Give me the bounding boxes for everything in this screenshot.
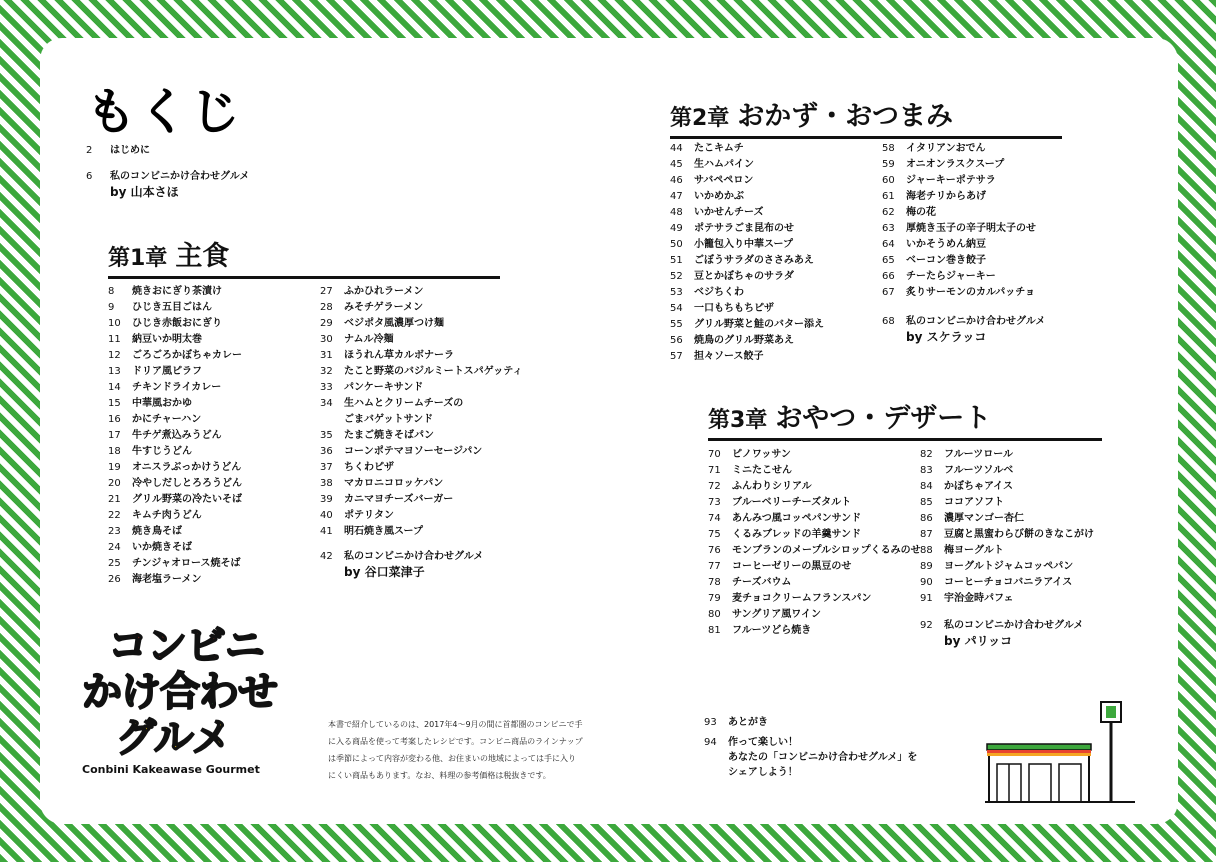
toc-entry[interactable] bbox=[320, 508, 522, 524]
toc-entry[interactable] bbox=[108, 508, 242, 524]
page-number: 86 bbox=[920, 513, 933, 524]
page-number: 39 bbox=[320, 494, 333, 505]
toc-entry-essay-yamamoto[interactable] bbox=[86, 170, 249, 199]
entry-title: たまご焼きそばパン bbox=[344, 430, 434, 441]
entry-title: チーたらジャーキー bbox=[906, 271, 996, 282]
entry-title: 担々ソース餃子 bbox=[694, 351, 764, 362]
toc-entry[interactable] bbox=[670, 333, 824, 349]
entry-title: 私のコンビニかけ合わせグルメ bbox=[944, 620, 1084, 631]
entry-title: 焼き鳥そば bbox=[132, 526, 182, 537]
entry-title: コーンポテマヨソーセージパン bbox=[344, 446, 483, 457]
entry-title: たこと野菜のバジルミートスパゲッティ bbox=[344, 366, 523, 377]
page-number: 18 bbox=[108, 446, 121, 457]
page-number: 61 bbox=[882, 191, 895, 202]
entry-title: フルーツどら焼き bbox=[732, 625, 812, 636]
page-number: 28 bbox=[320, 302, 333, 313]
toc-entry[interactable] bbox=[320, 524, 522, 540]
convenience-store-illustration bbox=[985, 698, 1155, 808]
page-number: 21 bbox=[108, 494, 121, 505]
entry-title: ドリア風ピラフ bbox=[132, 366, 202, 377]
entry-title: 牛すじうどん bbox=[132, 446, 192, 457]
page-number: 89 bbox=[920, 561, 933, 572]
toc-entry[interactable] bbox=[320, 460, 522, 476]
logo-line1: コンビニ bbox=[108, 623, 264, 669]
page-number: 33 bbox=[320, 382, 333, 393]
toc-entry[interactable] bbox=[882, 157, 1036, 173]
page-number: 37 bbox=[320, 462, 333, 473]
page-number: 24 bbox=[108, 542, 121, 553]
entry-title: 豆とかぼちゃのサラダ bbox=[694, 271, 794, 282]
entry-title: いかめかぶ bbox=[694, 191, 744, 202]
entry-title: サバペペロン bbox=[694, 175, 754, 186]
page-number: 46 bbox=[670, 175, 683, 186]
chapter2-list-left bbox=[670, 141, 824, 365]
entry-title: ふかひれラーメン bbox=[344, 286, 424, 297]
entry-title: イタリアンおでん bbox=[906, 143, 986, 154]
toc-entry[interactable] bbox=[708, 495, 921, 511]
page-number: 76 bbox=[708, 545, 721, 556]
entry-title: サングリア風ワイン bbox=[732, 609, 821, 620]
page-number: 12 bbox=[108, 350, 121, 361]
page-number: 75 bbox=[708, 529, 721, 540]
entry-author: by パリッコ bbox=[944, 634, 1013, 648]
toc-entry[interactable] bbox=[320, 348, 522, 364]
page-number: 20 bbox=[108, 478, 121, 489]
page-number: 73 bbox=[708, 497, 721, 508]
toc-entry-share[interactable] bbox=[704, 735, 917, 780]
page-number: 92 bbox=[920, 620, 933, 631]
toc-entry[interactable] bbox=[920, 559, 1094, 575]
toc-entry[interactable] bbox=[320, 396, 522, 428]
entry-title: チキンドライカレー bbox=[132, 382, 222, 393]
entry-title: ベジポタ風濃厚つけ麺 bbox=[344, 318, 444, 329]
page-number: 42 bbox=[320, 551, 333, 562]
toc-entry[interactable] bbox=[108, 572, 242, 588]
page-number: 44 bbox=[670, 143, 683, 154]
entry-title: ベーコン巻き餃子 bbox=[906, 255, 986, 266]
toc-entry[interactable] bbox=[882, 269, 1036, 285]
toc-entry[interactable] bbox=[108, 316, 242, 332]
page-number: 50 bbox=[670, 239, 683, 250]
toc-entry[interactable] bbox=[708, 575, 921, 591]
chapter1-list-right bbox=[320, 284, 522, 540]
chapter1-list-left bbox=[108, 284, 242, 588]
page-number: 34 bbox=[320, 398, 333, 409]
page-number: 94 bbox=[704, 737, 717, 748]
page-number: 40 bbox=[320, 510, 333, 521]
entry-title: キムチ肉うどん bbox=[132, 510, 202, 521]
page-number: 91 bbox=[920, 593, 933, 604]
page-number: 66 bbox=[882, 271, 895, 282]
page-title: もくじ bbox=[86, 83, 242, 141]
toc-entry[interactable] bbox=[108, 348, 242, 364]
toc-entry[interactable] bbox=[108, 396, 242, 412]
toc-entry[interactable] bbox=[320, 444, 522, 460]
entry-title: 濃厚マンゴー杏仁 bbox=[944, 513, 1024, 524]
page-number: 11 bbox=[108, 334, 121, 345]
entry-title: あとがき bbox=[728, 717, 768, 728]
page-number: 62 bbox=[882, 207, 895, 218]
toc-entry[interactable] bbox=[108, 284, 242, 300]
entry-title: ミニたこせん bbox=[732, 465, 792, 476]
toc-entry[interactable] bbox=[920, 447, 1094, 463]
chapter-name: 主食 bbox=[175, 241, 230, 272]
entry-title: 厚焼き玉子の辛子明太子のせ bbox=[906, 223, 1036, 234]
chapter-prefix: 第3章 bbox=[708, 408, 768, 433]
entry-title: 明石焼き風スープ bbox=[344, 526, 423, 537]
page-number: 80 bbox=[708, 609, 721, 620]
entry-title: チーズバウム bbox=[732, 577, 792, 588]
toc-entry[interactable] bbox=[108, 460, 242, 476]
entry-author: by 山本さほ bbox=[110, 185, 179, 199]
page-number: 87 bbox=[920, 529, 933, 540]
entry-title: 冷やしだしとろろうどん bbox=[132, 478, 242, 489]
entry-title: ココアソフト bbox=[944, 497, 1004, 508]
page-number: 90 bbox=[920, 577, 933, 588]
entry-title: オニスラぶっかけうどん bbox=[132, 462, 242, 473]
toc-entry[interactable] bbox=[920, 527, 1094, 543]
page-number: 26 bbox=[108, 574, 121, 585]
page-number: 77 bbox=[708, 561, 721, 572]
entry-title: フルーツソルベ bbox=[944, 465, 1014, 476]
entry-title: みそチゲラーメン bbox=[344, 302, 424, 313]
page-number: 45 bbox=[670, 159, 683, 170]
toc-entry[interactable] bbox=[920, 463, 1094, 479]
entry-title: 納豆いか明太巻 bbox=[132, 334, 202, 345]
toc-entry[interactable] bbox=[108, 380, 242, 396]
entry-title: パンケーキサンド bbox=[344, 382, 424, 393]
toc-entry[interactable] bbox=[320, 380, 522, 396]
entry-title: 海老塩ラーメン bbox=[132, 574, 202, 585]
entry-title: ヨーグルトジャムコッペパン bbox=[944, 561, 1074, 572]
entry-title: コーヒーゼリーの黒豆のせ bbox=[732, 561, 852, 572]
entry-title: グリル野菜と鮭のバター添え bbox=[694, 319, 824, 330]
page-number: 9 bbox=[108, 302, 115, 313]
entry-title: 焼きおにぎり茶漬け bbox=[132, 286, 222, 297]
toc-entry[interactable] bbox=[108, 300, 242, 316]
chapter2-list-right bbox=[882, 141, 1036, 301]
toc-entry[interactable] bbox=[882, 237, 1036, 253]
toc-entry[interactable] bbox=[108, 332, 242, 348]
page-number: 17 bbox=[108, 430, 121, 441]
page-number: 41 bbox=[320, 526, 333, 537]
entry-title: 焼鳥のグリル野菜あえ bbox=[694, 335, 794, 346]
page-number: 93 bbox=[704, 717, 717, 728]
entry-title: くるみブレッドの羊羹サンド bbox=[732, 529, 861, 540]
toc-entry[interactable] bbox=[108, 476, 242, 492]
page-number: 74 bbox=[708, 513, 721, 524]
page-number: 58 bbox=[882, 143, 895, 154]
entry-title: ごぼうサラダのささみあえ bbox=[694, 255, 814, 266]
page-number: 60 bbox=[882, 175, 895, 186]
page-number: 68 bbox=[882, 316, 895, 327]
toc-entry[interactable] bbox=[108, 540, 242, 556]
entry-title: ベジちくわ bbox=[694, 287, 744, 298]
page-number: 19 bbox=[108, 462, 121, 473]
page-number: 71 bbox=[708, 465, 721, 476]
toc-entry[interactable] bbox=[670, 141, 824, 157]
chapter-prefix: 第1章 bbox=[108, 246, 168, 271]
page-number: 67 bbox=[882, 287, 895, 298]
entry-title: ほうれん草カルボナーラ bbox=[344, 350, 454, 361]
note-text: 本書で紹介しているのは、2017年4～9月の間に首都圏のコンビニで手に入る商品を使って考案したレシピです。コンビニ商品のラインナップは季節によって内容が変わる他、お住まいの地域によっては手に入りにくい商品もあります。なお、料理の参考価格は税抜きです。 bbox=[328, 720, 583, 780]
page-number: 31 bbox=[320, 350, 333, 361]
entry-title: 私のコンビニかけ合わせグルメ bbox=[906, 316, 1046, 327]
entry-title: ひじき五目ごはん bbox=[132, 302, 212, 313]
entry-title: 梅ヨーグルト bbox=[944, 545, 1004, 556]
toc-entry[interactable] bbox=[882, 173, 1036, 189]
entry-title: 生ハムとクリームチーズの bbox=[344, 398, 464, 409]
entry-title: チンジャオロース焼そば bbox=[132, 558, 241, 569]
page-number: 32 bbox=[320, 366, 333, 377]
entry-title: いかせんチーズ bbox=[694, 207, 764, 218]
toc-entry-essay-parikko[interactable] bbox=[920, 619, 1083, 648]
page-number: 49 bbox=[670, 223, 683, 234]
entry-title: ごろごろかぼちゃカレー bbox=[132, 350, 242, 361]
entry-title: 豆腐と黒蜜わらび餅のきなこがけ bbox=[944, 529, 1094, 540]
entry-title: 生ハムパイン bbox=[694, 159, 754, 170]
page-number: 53 bbox=[670, 287, 683, 298]
page-number: 78 bbox=[708, 577, 721, 588]
toc-entry[interactable] bbox=[882, 189, 1036, 205]
page-number: 54 bbox=[670, 303, 683, 314]
entry-title: カニマヨチーズバーガー bbox=[344, 494, 454, 505]
toc-entry[interactable] bbox=[920, 543, 1094, 559]
entry-title: いかそうめん納豆 bbox=[906, 239, 986, 250]
page-number: 52 bbox=[670, 271, 683, 282]
toc-entry-afterword[interactable] bbox=[704, 716, 768, 729]
toc-entry[interactable] bbox=[670, 285, 824, 301]
entry-title: はじめに bbox=[110, 145, 150, 156]
entry-title: 海老チリからあげ bbox=[906, 191, 986, 202]
toc-entry[interactable] bbox=[320, 316, 522, 332]
page-number: 23 bbox=[108, 526, 121, 537]
toc-entry[interactable] bbox=[670, 221, 824, 237]
entry-title: いか焼きそば bbox=[132, 542, 192, 553]
logo-line3: グルメ bbox=[116, 715, 231, 761]
entry-title: ひじき赤飯おにぎり bbox=[132, 318, 222, 329]
chapter3-heading bbox=[708, 396, 1102, 441]
entry-title-continued: ごまバゲットサンド bbox=[344, 414, 434, 425]
entry-title: 私のコンビニかけ合わせグルメ bbox=[110, 171, 250, 182]
page-number: 8 bbox=[108, 286, 115, 297]
chapter3-list-right bbox=[920, 447, 1094, 607]
toc-entry[interactable] bbox=[708, 559, 921, 575]
page-number: 64 bbox=[882, 239, 895, 250]
entry-author: by 谷口菜津子 bbox=[344, 565, 425, 579]
entry-title: たこキムチ bbox=[694, 143, 744, 154]
toc-entry-essay-taniguchi[interactable] bbox=[320, 550, 483, 579]
entry-title: 作って楽しい！ bbox=[728, 737, 798, 748]
toc-entry[interactable] bbox=[320, 428, 522, 444]
toc-entry[interactable] bbox=[108, 524, 242, 540]
toc-entry[interactable] bbox=[882, 285, 1036, 301]
page-number: 59 bbox=[882, 159, 895, 170]
entry-title: あんみつ風コッペパンサンド bbox=[732, 513, 862, 524]
toc-entry-essay-sukerakko[interactable] bbox=[882, 315, 1045, 344]
toc-entry[interactable] bbox=[108, 444, 242, 460]
entry-title: 梅の花 bbox=[906, 207, 936, 218]
page-number: 83 bbox=[920, 465, 933, 476]
chapter-prefix: 第2章 bbox=[670, 106, 730, 131]
toc-entry[interactable] bbox=[920, 575, 1094, 591]
entry-title: コーヒーチョコバニラアイス bbox=[944, 577, 1073, 588]
toc-entry[interactable] bbox=[882, 141, 1036, 157]
entry-title: 牛チゲ煮込みうどん bbox=[132, 430, 222, 441]
page-number: 79 bbox=[708, 593, 721, 604]
entry-title: ナムル冷麺 bbox=[344, 334, 394, 345]
toc-entry[interactable] bbox=[708, 447, 921, 463]
toc-entry[interactable] bbox=[708, 607, 921, 623]
toc-entry[interactable] bbox=[320, 300, 522, 316]
entry-title: マカロニコロッケパン bbox=[344, 478, 444, 489]
entry-title: 一口もちもちピザ bbox=[694, 303, 774, 314]
page-number: 2 bbox=[86, 145, 93, 156]
toc-entry[interactable] bbox=[882, 221, 1036, 237]
toc-entry[interactable] bbox=[670, 349, 824, 365]
page-number: 27 bbox=[320, 286, 333, 297]
page-number: 15 bbox=[108, 398, 121, 409]
entry-title: 小籠包入り中華スープ bbox=[694, 239, 793, 250]
entry-title: ちくわピザ bbox=[344, 462, 394, 473]
page-number: 81 bbox=[708, 625, 721, 636]
toc-entry[interactable] bbox=[670, 269, 824, 285]
toc-entry[interactable] bbox=[708, 591, 921, 607]
toc-entry[interactable] bbox=[708, 623, 921, 639]
entry-title: グリル野菜の冷たいそば bbox=[132, 494, 242, 505]
toc-entry[interactable] bbox=[670, 317, 824, 333]
entry-title: かぼちゃアイス bbox=[944, 481, 1013, 492]
toc-entry[interactable] bbox=[882, 253, 1036, 269]
toc-entry[interactable] bbox=[670, 157, 824, 173]
page-number: 84 bbox=[920, 481, 933, 492]
toc-page bbox=[40, 38, 1178, 824]
page-number: 36 bbox=[320, 446, 333, 457]
page-number: 70 bbox=[708, 449, 721, 460]
toc-entry[interactable] bbox=[920, 591, 1094, 607]
toc-entry[interactable] bbox=[108, 364, 242, 380]
toc-entry[interactable] bbox=[670, 253, 824, 269]
page-number: 51 bbox=[670, 255, 683, 266]
entry-title: ブルーベリーチーズタルト bbox=[732, 497, 852, 508]
toc-entry[interactable] bbox=[708, 463, 921, 479]
page-number: 35 bbox=[320, 430, 333, 441]
page-number: 10 bbox=[108, 318, 121, 329]
entry-title: 宇治金時パフェ bbox=[944, 593, 1014, 604]
entry-title: かにチャーハン bbox=[132, 414, 202, 425]
toc-entry[interactable] bbox=[670, 205, 824, 221]
toc-entry-intro[interactable] bbox=[86, 144, 150, 157]
toc-entry[interactable] bbox=[670, 173, 824, 189]
page-number: 63 bbox=[882, 223, 895, 234]
chapter-name: おやつ・デザート bbox=[775, 403, 992, 434]
toc-entry[interactable] bbox=[108, 412, 242, 428]
logo-english: Conbini Kakeawase Gourmet bbox=[82, 763, 260, 776]
toc-entry[interactable] bbox=[320, 364, 522, 380]
page-number: 30 bbox=[320, 334, 333, 345]
page-number: 16 bbox=[108, 414, 121, 425]
toc-entry[interactable] bbox=[670, 237, 824, 253]
page-number: 88 bbox=[920, 545, 933, 556]
toc-entry[interactable] bbox=[320, 332, 522, 348]
toc-entry[interactable] bbox=[320, 492, 522, 508]
entry-title: フルーツロール bbox=[944, 449, 1013, 460]
page-number: 82 bbox=[920, 449, 933, 460]
page-number: 55 bbox=[670, 319, 683, 330]
entry-title: モンブランのメープルシロップくるみのせ bbox=[732, 545, 921, 556]
toc-entry[interactable] bbox=[920, 511, 1094, 527]
page-number: 6 bbox=[86, 171, 93, 182]
book-logo bbox=[82, 623, 312, 776]
chapter3-list-left bbox=[708, 447, 921, 639]
toc-entry[interactable] bbox=[320, 284, 522, 300]
toc-entry[interactable] bbox=[882, 205, 1036, 221]
page-number: 57 bbox=[670, 351, 683, 362]
toc-entry[interactable] bbox=[708, 543, 921, 559]
page-number: 22 bbox=[108, 510, 121, 521]
entry-title: 私のコンビニかけ合わせグルメ bbox=[344, 551, 484, 562]
entry-title: ジャーキーポテサラ bbox=[906, 175, 996, 186]
toc-entry[interactable] bbox=[920, 495, 1094, 511]
entry-title: 炙りサーモンのカルパッチョ bbox=[906, 287, 1035, 298]
entry-title-line3: シェアしよう！ bbox=[728, 767, 798, 778]
entry-title: ポテサラごま昆布のせ bbox=[694, 223, 794, 234]
page-number: 13 bbox=[108, 366, 121, 377]
toc-entry[interactable] bbox=[708, 511, 921, 527]
entry-title: 中華風おかゆ bbox=[132, 398, 192, 409]
toc-entry[interactable] bbox=[108, 428, 242, 444]
page-number: 85 bbox=[920, 497, 933, 508]
page-number: 14 bbox=[108, 382, 121, 393]
toc-entry[interactable] bbox=[670, 189, 824, 205]
toc-entry[interactable] bbox=[108, 492, 242, 508]
entry-title: オニオンラスクスープ bbox=[906, 159, 1005, 170]
entry-title: ポテリタン bbox=[344, 510, 394, 521]
entry-title: 麦チョコクリームフランスパン bbox=[732, 593, 872, 604]
page-number: 72 bbox=[708, 481, 721, 492]
entry-title: ピノワッサン bbox=[732, 449, 791, 460]
chapter-name: おかず・おつまみ bbox=[737, 101, 954, 132]
entry-author: by スケラッコ bbox=[906, 330, 987, 344]
toc-entry[interactable] bbox=[708, 479, 921, 495]
chapter1-heading bbox=[108, 234, 500, 279]
toc-entry[interactable] bbox=[708, 527, 921, 543]
toc-entry[interactable] bbox=[108, 556, 242, 572]
toc-entry[interactable] bbox=[670, 301, 824, 317]
toc-entry[interactable] bbox=[920, 479, 1094, 495]
page-number: 56 bbox=[670, 335, 683, 346]
page-number: 38 bbox=[320, 478, 333, 489]
page-number: 47 bbox=[670, 191, 683, 202]
chapter2-heading bbox=[670, 94, 1062, 139]
toc-entry[interactable] bbox=[320, 476, 522, 492]
entry-title-line2: あなたの「コンビニかけ合わせグルメ」を bbox=[728, 752, 918, 763]
page-number: 25 bbox=[108, 558, 121, 569]
page-number: 29 bbox=[320, 318, 333, 329]
page-number: 48 bbox=[670, 207, 683, 218]
logo-line2: かけ合わせ bbox=[82, 669, 277, 715]
page-number: 65 bbox=[882, 255, 895, 266]
entry-title: ふんわりシリアル bbox=[732, 481, 812, 492]
